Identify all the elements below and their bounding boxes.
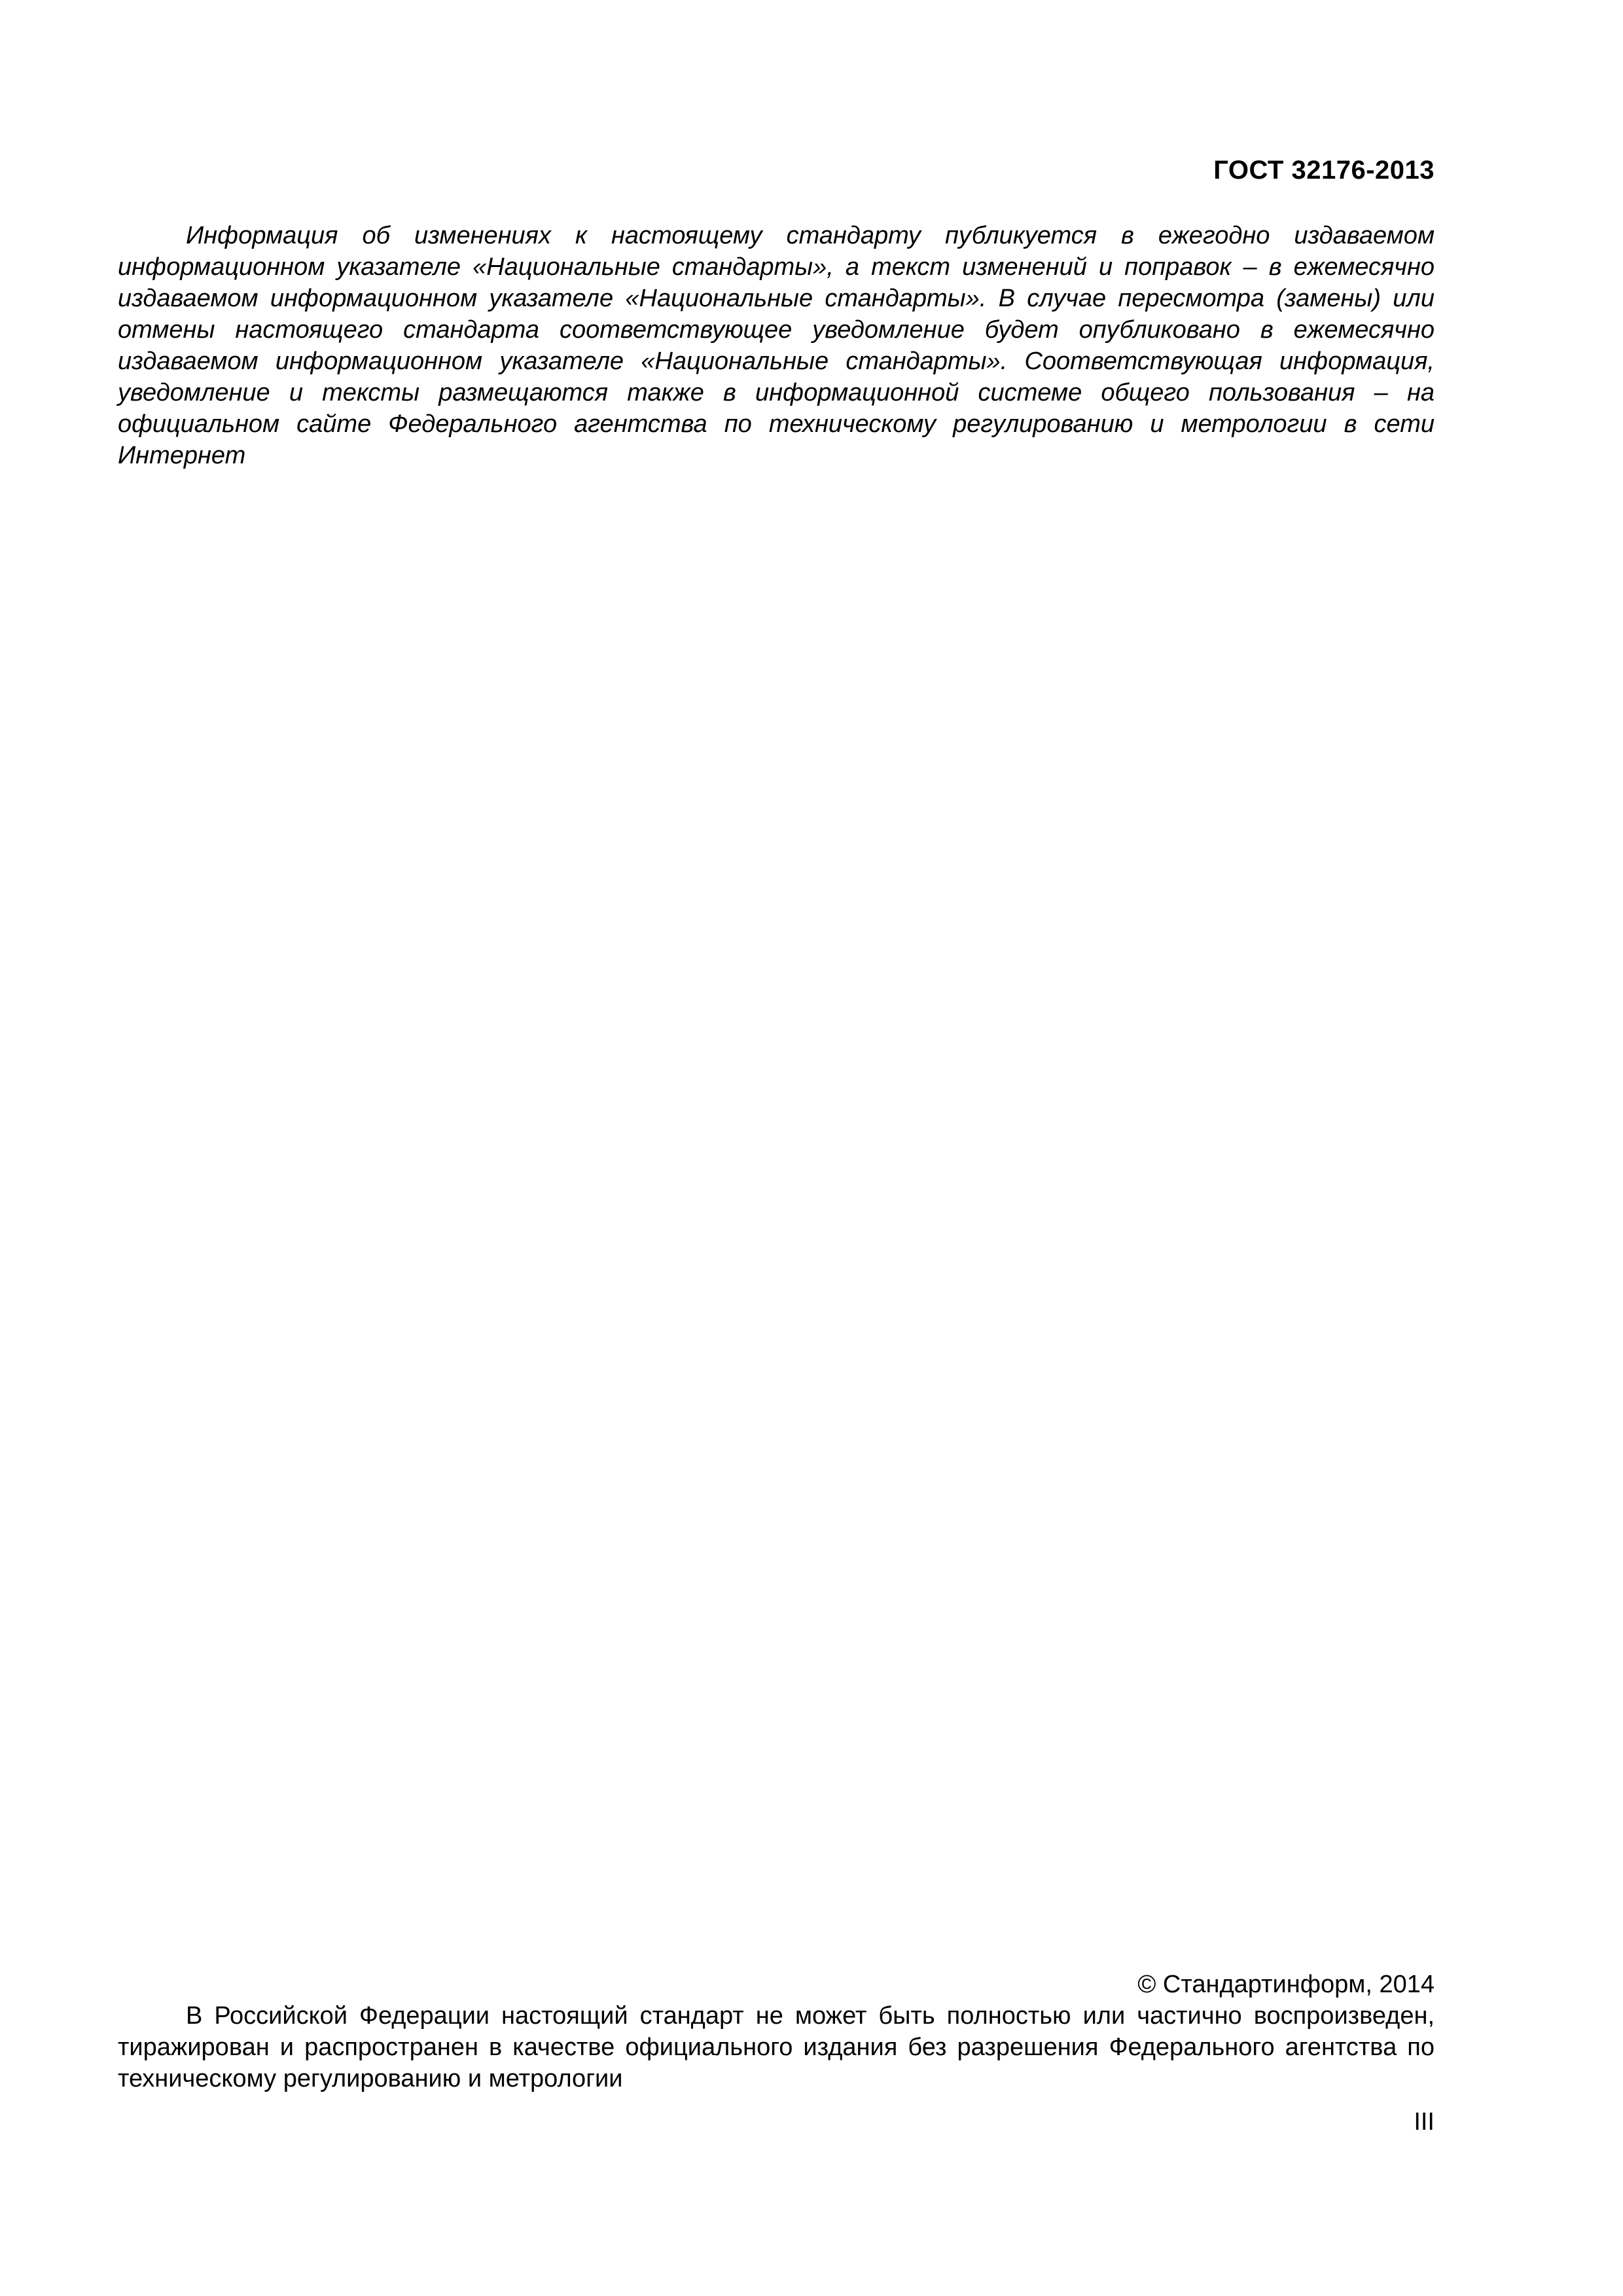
- copyright-notice: © Стандартинформ, 2014: [1137, 1971, 1435, 1998]
- page-number: III: [1414, 2108, 1435, 2136]
- document-code-header: ГОСТ 32176-2013: [1213, 156, 1435, 185]
- change-information-notice: Информация об изменениях к настоящему стандарту публикуется в ежегодно издаваемом информационном указателе «Национальные стандарты», а текст изменений и поправок – в ежемесячно издаваемом информационном указателе «Национальные стандарты». В случае пересмотра (замены) или отмены настоящего стандарта соответствующее уведомление будет опубликовано в ежемесячно издаваемом информационном указателе «Национальные стандарты». Соответствующая информация, уведомление и тексты размещаются также в информационной системе общего пользования – на официальном сайте Федерального агентства по техническому регулированию и метрологии в сети Интернет: [118, 222, 1435, 469]
- reproduction-rights-notice: В Российской Федерации настоящий стандарт не может быть полностью или частично воспроизведен, тиражирован и распространен в качестве официального издания без разрешения Федерального агентства по техническому регулированию и метрологии: [118, 2002, 1435, 2092]
